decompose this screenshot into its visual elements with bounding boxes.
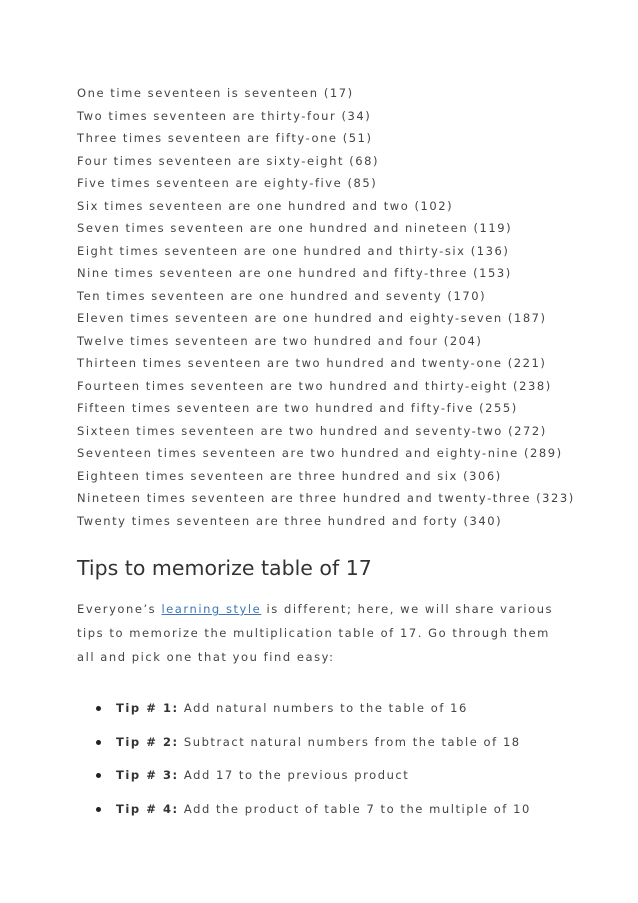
- tip-item: [77, 731, 577, 753]
- table-line: Nineteen times seventeen are three hundred and twenty-three (323): [77, 491, 575, 505]
- table-line: Thirteen times seventeen are two hundred and twenty-one (221): [77, 356, 547, 370]
- tip-text: Subtract natural numbers from the table of 18: [178, 734, 521, 749]
- tip-label: Tip # 2:: [116, 734, 179, 749]
- table-line: Three times seventeen are fifty-one (51): [77, 131, 373, 145]
- bullet-icon: [96, 740, 101, 745]
- table-line: Fourteen times seventeen are two hundred and thirty-eight (238): [77, 378, 552, 393]
- section-heading: Tips to memorize table of 17: [77, 556, 372, 580]
- bullet-icon: [96, 773, 101, 778]
- table-line: Four times seventeen are sixty-eight (68): [77, 153, 380, 168]
- learning-style-link[interactable]: learning style: [161, 602, 262, 616]
- table-line: Nine times seventeen are one hundred and fifty-three (153): [77, 266, 512, 280]
- table-line: Ten times seventeen are one hundred and seventy (170): [77, 288, 487, 303]
- tip-item: [77, 798, 577, 820]
- tip-label: Tip # 1:: [116, 701, 179, 715]
- table-line: Twelve times seventeen are two hundred and four (204): [77, 333, 483, 348]
- table-line: One time seventeen is seventeen (17): [77, 86, 354, 100]
- tips-list: [77, 697, 577, 820]
- multiplication-table-list: [77, 82, 577, 532]
- table-line: Six times seventeen are one hundred and two (102): [77, 198, 454, 213]
- intro-text-after: is different; here, we will share various tips to memorize the multiplication table of 17. Go through them all and pick one that you find easy:: [77, 602, 554, 664]
- table-line: Eleven times seventeen are one hundred and eighty-seven (187): [77, 311, 547, 325]
- table-line: Two times seventeen are thirty-four (34): [77, 108, 372, 123]
- tip-text: Add 17 to the previous product: [178, 768, 410, 782]
- bullet-icon: [96, 807, 101, 812]
- table-line: Eighteen times seventeen are three hundred and six (306): [77, 468, 502, 483]
- intro-text-before: Everyone’s: [77, 602, 162, 616]
- intro-paragraph: [77, 597, 567, 669]
- tip-label: Tip # 4:: [116, 801, 179, 816]
- bullet-icon: [96, 706, 101, 711]
- tip-item: [77, 764, 577, 786]
- table-line: Seven times seventeen are one hundred and nineteen (119): [77, 221, 513, 235]
- tip-text: Add natural numbers to the table of 16: [178, 701, 468, 715]
- tip-label: Tip # 3:: [116, 768, 179, 782]
- table-line: Fifteen times seventeen are two hundred and fifty-five (255): [77, 401, 518, 415]
- table-line: Eight times seventeen are one hundred and thirty-six (136): [77, 243, 510, 258]
- tip-text: Add the product of table 7 to the multiple of 10: [178, 801, 531, 816]
- document-page: [77, 82, 577, 831]
- table-line: Twenty times seventeen are three hundred and forty (340): [77, 513, 503, 528]
- tip-item: [77, 697, 577, 719]
- table-line: Five times seventeen are eighty-five (85): [77, 176, 378, 190]
- table-line: Seventeen times seventeen are two hundred and eighty-nine (289): [77, 446, 563, 460]
- table-line: Sixteen times seventeen are two hundred and seventy-two (272): [77, 423, 547, 438]
